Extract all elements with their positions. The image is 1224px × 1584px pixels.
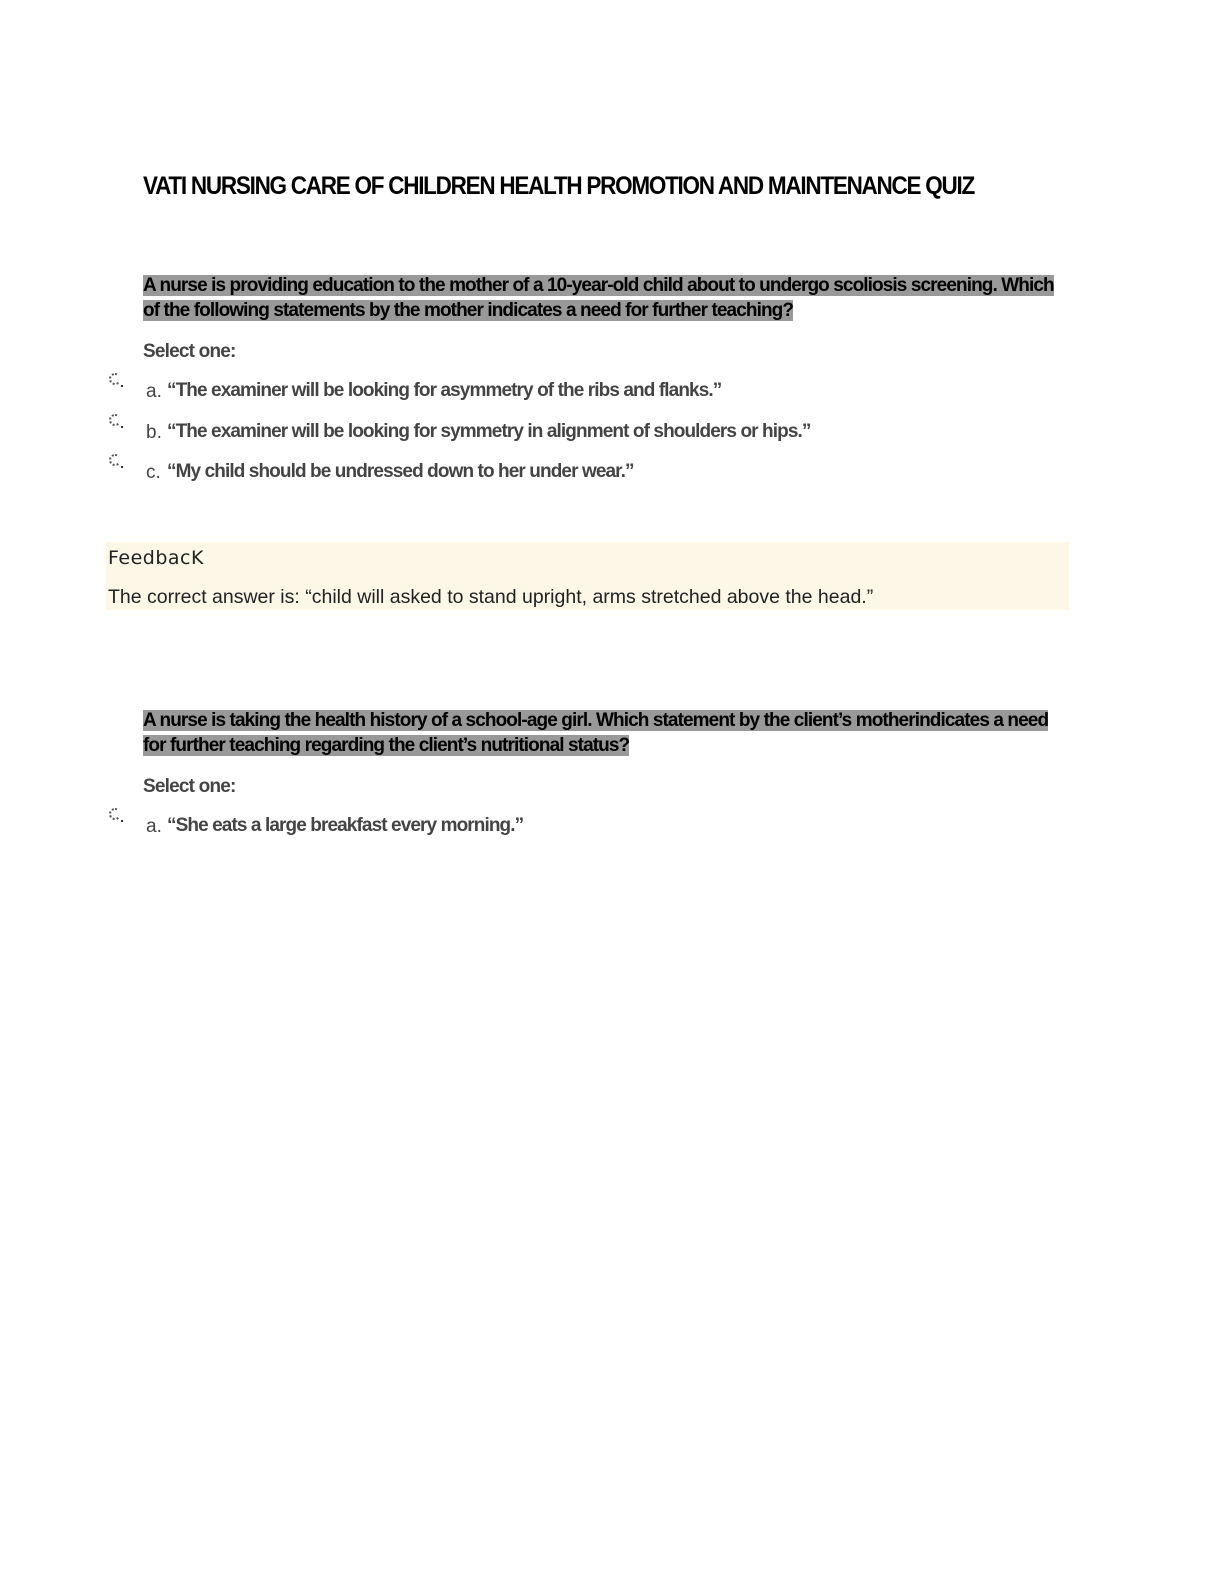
feedback-heading: FeedbacK: [108, 547, 204, 569]
option-text: “The examiner will be looking for asymmetry of the ribs and flanks.”: [167, 380, 722, 401]
radio-button[interactable]: [109, 414, 121, 426]
question-2-option-a[interactable]: [0, 816, 1000, 846]
question-1-option-a[interactable]: [0, 381, 1000, 411]
select-one-label-2: Select one:: [143, 776, 236, 797]
feedback-text: The correct answer is: “child will asked to stand upright, arms stretched above the head.”: [108, 586, 874, 608]
option-letter: b.: [146, 422, 162, 443]
option-letter: a.: [146, 816, 162, 837]
feedback-panel: [106, 542, 1069, 610]
option-text: “The examiner will be looking for symmetry in alignment of shoulders or hips.”: [167, 421, 811, 442]
select-one-label-1: Select one:: [143, 341, 236, 362]
question-1-option-b[interactable]: [0, 422, 1000, 452]
radio-button[interactable]: [109, 808, 121, 820]
radio-button[interactable]: [109, 373, 121, 385]
option-text: “My child should be undressed down to her under wear.”: [167, 461, 634, 482]
option-letter: a.: [146, 381, 162, 402]
question-2-text: A nurse is taking the health history of a school-age girl. Which statement by the client’s motherindicates a need for further teaching regarding the client’s nutritional status?: [143, 710, 1049, 756]
question-1: [143, 273, 1073, 323]
option-text: “She eats a large breakfast every morning.”: [167, 815, 524, 836]
question-1-option-c[interactable]: [0, 462, 1000, 492]
radio-button[interactable]: [109, 454, 121, 466]
quiz-title: VATI NURSING CARE OF CHILDREN HEALTH PROMOTION AND MAINTENANCE QUIZ: [143, 172, 974, 200]
option-letter: c.: [146, 462, 161, 483]
question-2: [143, 708, 1073, 758]
question-1-text: A nurse is providing education to the mother of a 10-year-old child about to undergo scoliosis screening. Which of the following statements by the mother indicates a need for further teaching?: [143, 275, 1054, 321]
